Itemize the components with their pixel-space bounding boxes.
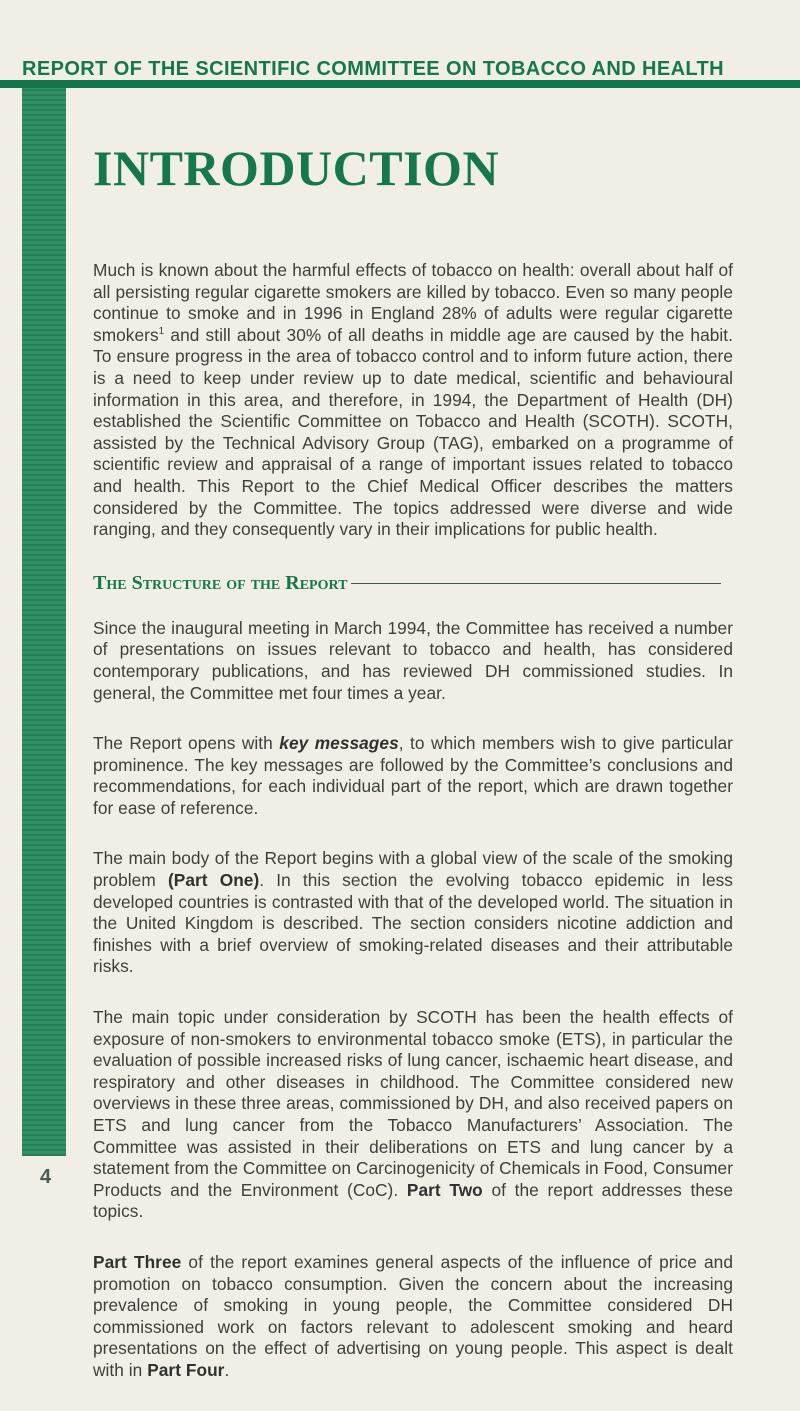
page-header (0, 0, 800, 86)
paragraph-key-messages: The Report opens with key messages, to which members wish to give particular prominence. The key messages are followed by the Committee’s conclusions and recommendations, for each individual part of the report, which are drawn together for ease of reference. (93, 733, 733, 818)
part-three-label: Part Three (93, 1251, 182, 1272)
page-content (93, 138, 733, 1411)
page-title: INTRODUCTION (93, 140, 500, 196)
section-heading-structure: The Structure of the Report (93, 570, 733, 596)
paragraph-part-two: The main topic under consideration by SCOTH has been the health effects of exposure of non-smokers to environmental tobacco smoke (ETS), in particular the evaluation of possible increased risks of lung cancer, ischaemic heart disease, and respiratory and other diseases in childhood. The Committee considered new overviews in these three areas, commissioned by DH, and also received papers on ETS and lung cancer from the Tobacco Manufacturers’ Association. The Committee was assisted in their deliberations on ETS and lung cancer by a statement from the Committee on Carcinogenicity of Chemicals in Food, Consumer Products and the Environment (CoC). Part Two of the report addresses these topics. (93, 1007, 734, 1222)
paragraph-part-three: Part Three of the report examines general aspects of the influence of price and promotion on tobacco consumption. Given the concern about the increasing prevalence of smoking in young people, the Committee considered DH commissioned work on factors relevant to adolescent smoking and heard presentations on the effect of advertising on young people. This aspect is dealt with in Part Four. (93, 1251, 733, 1380)
report-title: REPORT OF THE SCIENTIFIC COMMITTEE ON TOBACCO AND HEALTH (22, 58, 725, 80)
key-messages-emphasis: key messages (279, 733, 399, 754)
heading-rule (351, 583, 721, 584)
header-rule (0, 80, 800, 88)
intro-paragraph: Much is known about the harmful effects of tobacco on health: overall about half of all persisting regular cigarette smokers are killed by tobacco. Even so many people continue to smoke and in 1996 in England 28% of adults were regular cigarette smokers$^1$ and still about 30% of all deaths in middle age are caused by the habit. To ensure progress in the area of tobacco control and to inform future action, there is a need to keep under review up to date medical, scientific and behavioural information in this area, and therefore, in 1994, the Department of Health (DH) established the Scientific Committee on Tobacco and Health (SCOTH). SCOTH, assisted by the Technical Advisory Group (TAG), embarked on a programme of scientific review and appraisal of a range of important issues related to tobacco and health. This Report to the Chief Medical Officer describes the matters considered by the Committee. The topics addressed were diverse and wide ranging, and they consequently vary in their implications for public health. (93, 260, 733, 540)
paragraph-presentations: Since the inaugural meeting in March 1994, the Committee has received a number of presentations on issues relevant to tobacco and health, has considered contemporary publications, and has reviewed DH commissioned studies. In general, the Committee met four times a year. (93, 617, 733, 703)
part-four-label: Part Four (147, 1359, 225, 1380)
part-two-label: Part Two (406, 1179, 483, 1200)
decorative-side-band (22, 88, 66, 1156)
paragraph-part-one: The main body of the Report begins with a global view of the scale of the smoking problem (Part One). In this section the evolving tobacco epidemic in less developed countries is contrasted with that of the developed world. The situation in the United Kingdom is described. The section considers nicotine addiction and finishes with a brief overview of smoking-related diseases and their attributable risks. (93, 848, 733, 977)
part-one-label: (Part One) (167, 870, 260, 891)
page-number: 4 (40, 1166, 52, 1188)
footnote-ref: 1 (158, 326, 165, 338)
